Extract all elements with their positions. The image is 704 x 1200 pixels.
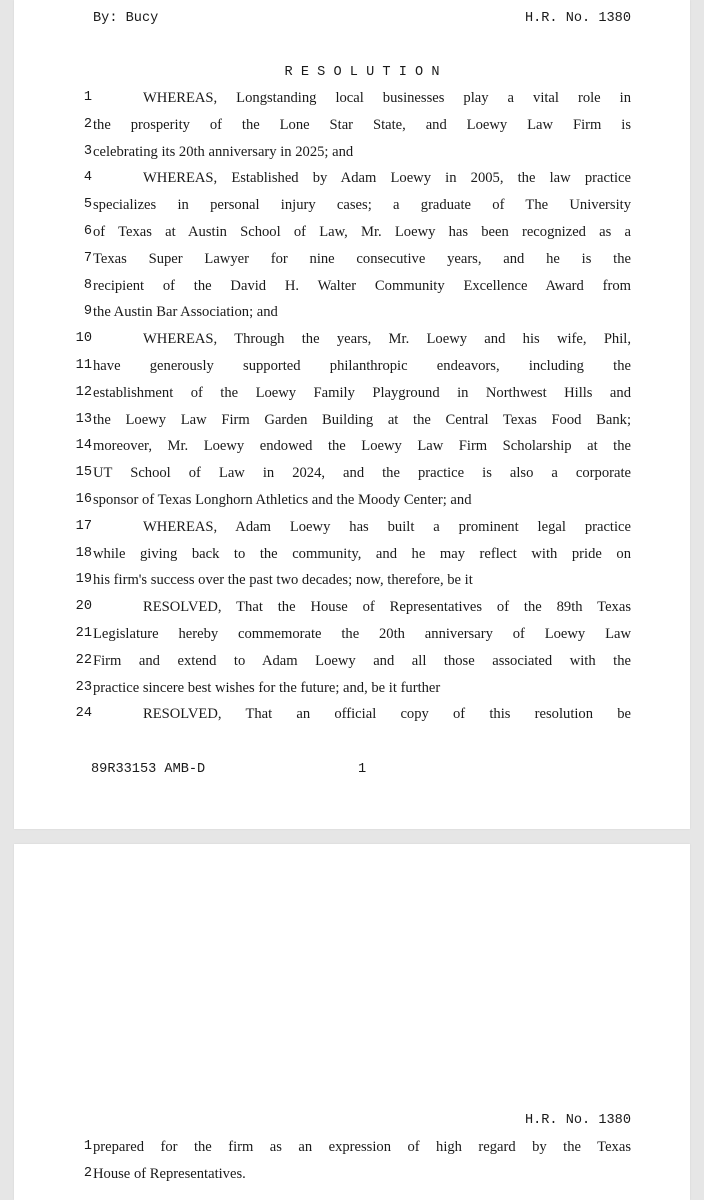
text-line: WHEREAS, Adam Loewy has built a prominent legal practice (143, 518, 631, 535)
line-number: 10 (75, 331, 92, 347)
line-number: 14 (75, 438, 92, 454)
text-line: specializes in personal injury cases; a graduate of The University (93, 197, 631, 214)
line-number: 4 (83, 170, 92, 186)
text-line: UT School of Law in 2024, and the practice is also a corporate (93, 465, 631, 482)
document-page-1 (14, 0, 690, 829)
line-number: 12 (75, 384, 92, 400)
text-line: WHEREAS, Established by Adam Loewy in 2005, the law practice (143, 170, 631, 187)
line-number: 19 (75, 572, 92, 588)
text-line: sponsor of Texas Longhorn Athletics and the Moody Center; and (93, 492, 472, 508)
text-line: WHEREAS, Longstanding local businesses play a vital role in (143, 90, 631, 106)
page-number: 1 (358, 762, 367, 777)
line-number: 17 (75, 518, 92, 534)
line-number: 1 (83, 1139, 92, 1154)
line-number: 8 (83, 277, 92, 293)
line-number: 24 (75, 706, 92, 722)
text-line: Legislature hereby commemorate the 20th anniversary of Loewy Law (93, 626, 631, 642)
resolution-title: R E S O L U T I O N (284, 65, 440, 80)
line-number: 11 (75, 358, 92, 373)
text-line: recipient of the David H. Walter Community Excellence Award from (93, 277, 631, 294)
line-number: 2 (83, 116, 92, 132)
line-number: 6 (83, 224, 92, 239)
text-line: the Austin Bar Association; and (93, 304, 278, 321)
text-line: while giving back to the community, and he may reflect with pride on (93, 545, 631, 562)
line-number: 9 (83, 304, 92, 320)
text-line: establishment of the Loewy Family Playground in Northwest Hills and (93, 384, 631, 401)
text-line: the prosperity of the Lone Star State, and Loewy Law Firm is (93, 116, 631, 133)
line-number: 21 (75, 626, 92, 641)
text-line: Firm and extend to Adam Loewy and all those associated with the (93, 652, 631, 669)
text-line: the Loewy Law Firm Garden Building at the Central Texas Food Bank; (93, 411, 631, 428)
line-number: 2 (83, 1166, 92, 1181)
line-number: 3 (83, 143, 92, 159)
text-line: RESOLVED, That the House of Representatives of the 89th Texas (143, 599, 631, 616)
text-line: practice sincere best wishes for the future; and, be it further (93, 679, 441, 696)
line-number: 7 (83, 250, 92, 266)
bill-number: H.R. No. 1380 (524, 11, 631, 26)
text-line: celebrating its 20th anniversary in 2025; and (93, 143, 354, 160)
line-number: 1 (83, 90, 92, 105)
text-line: WHEREAS, Through the years, Mr. Loewy and his wife, Phil, (143, 331, 631, 348)
text-line: prepared for the firm as an expression of high regard by the Texas (93, 1139, 631, 1155)
text-line: have generously supported philanthropic endeavors, including the (93, 358, 631, 374)
author-line: By: Bucy (93, 11, 159, 26)
line-number: 20 (75, 599, 92, 615)
text-line: Texas Super Lawyer for nine consecutive years, and he is the (93, 250, 631, 267)
text-line: of Texas at Austin School of Law, Mr. Loewy has been recognized as a (93, 224, 631, 240)
line-number: 13 (75, 411, 92, 427)
line-number: 15 (75, 465, 92, 481)
footer-code: 89R33153 AMB-D (91, 762, 206, 777)
text-line: House of Representatives. (93, 1166, 246, 1182)
text-line: RESOLVED, That an official copy of this resolution be (143, 706, 631, 723)
line-number: 16 (75, 492, 92, 507)
document-page-2 (14, 844, 690, 1200)
line-number: 18 (75, 545, 92, 561)
bill-number-page-2: H.R. No. 1380 (524, 1113, 631, 1128)
line-number: 23 (75, 679, 92, 695)
line-number: 5 (83, 197, 92, 213)
line-number: 22 (75, 652, 92, 668)
text-line: moreover, Mr. Loewy endowed the Loewy Law Firm Scholarship at the (93, 438, 631, 455)
text-line: his firm's success over the past two decades; now, therefore, be it (93, 572, 473, 589)
